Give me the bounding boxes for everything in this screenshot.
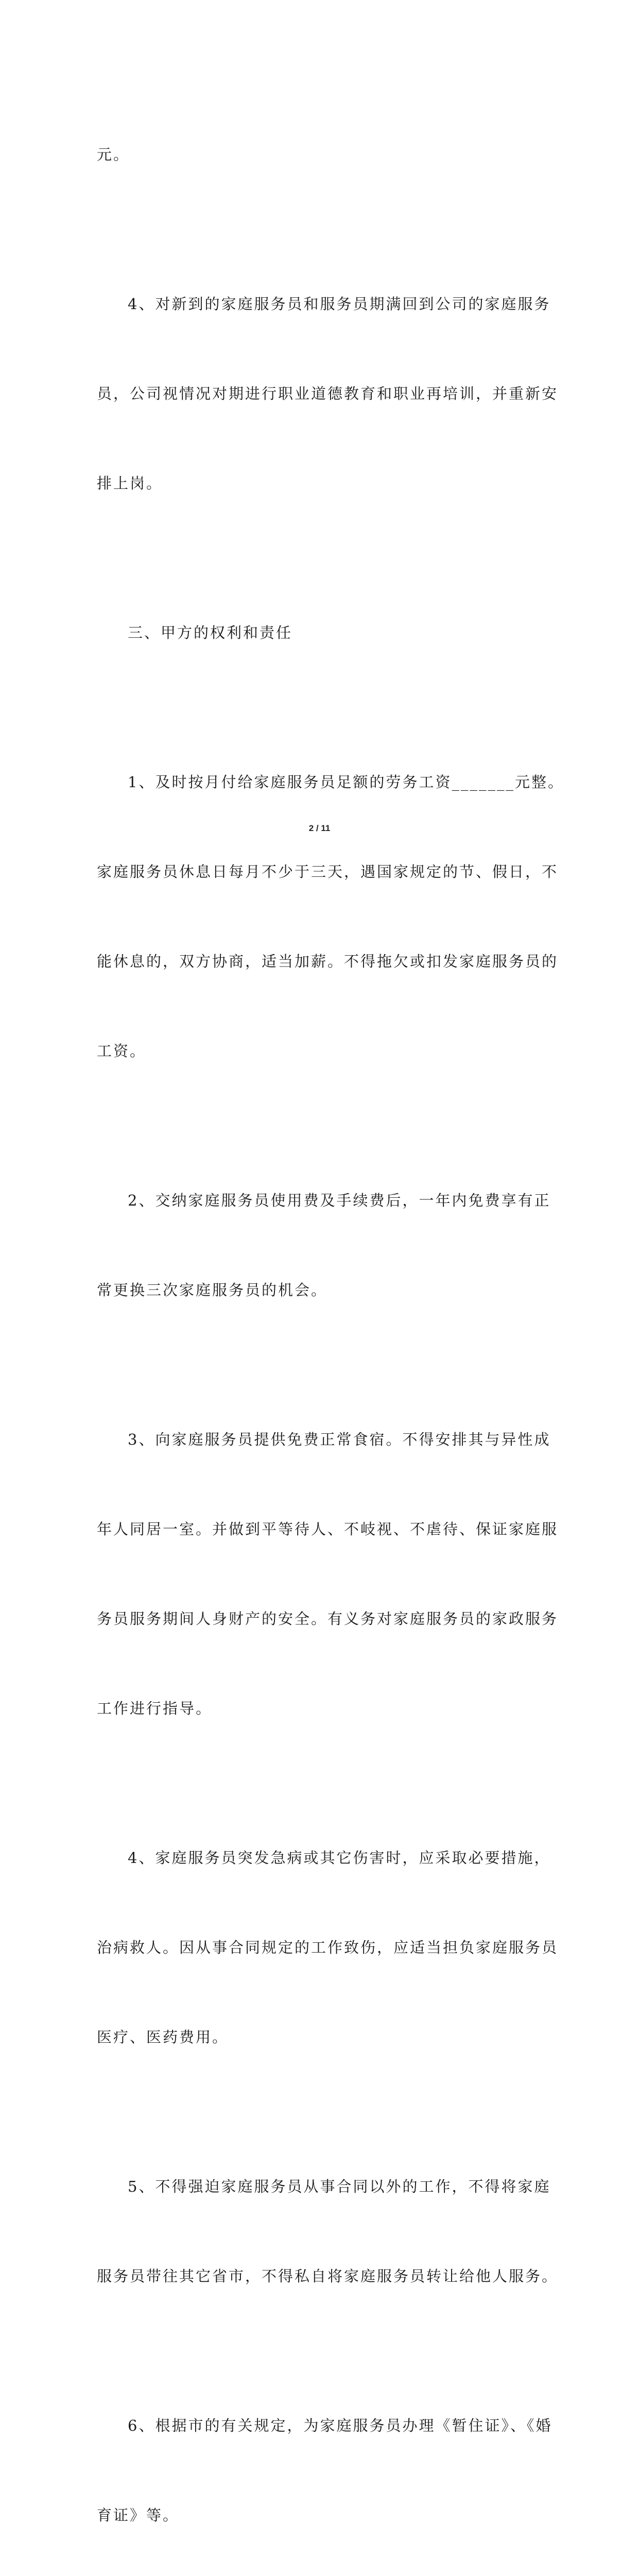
text-line: 能休息的，双方协商，适当加薪。不得拖欠或扣发家庭服务员的 (97, 953, 559, 970)
text-line: 元。 (97, 146, 130, 163)
text-line: 服务员带往其它省市，不得私自将家庭服务员转让给他人服务。 (97, 2267, 559, 2285)
paragraph (97, 80, 547, 229)
document-body (97, 80, 564, 2576)
text-line: 3、向家庭服务员提供免费正常食宿。不得安排其与异性成 (128, 1431, 551, 1448)
text-line: 1、及时按月付给家庭服务员足额的劳务工资_______元整。 (128, 773, 564, 791)
text-line: 家庭服务员休息日每月不少于三天，遇国家规定的节、假日，不 (97, 863, 559, 880)
paragraph (97, 1126, 551, 1365)
text-line: 5、不得强迫家庭服务员从事合同以外的工作，不得将家庭 (128, 2178, 551, 2195)
section-heading (97, 558, 547, 707)
text-line: 员，公司视情况对期进行职业道德教育和职业再培训，并重新安 (97, 385, 559, 402)
text-line: 4、对新到的家庭服务员和服务员期满回到公司的家庭服务 (128, 295, 551, 313)
text-line: 工作进行指导。 (97, 1700, 213, 1717)
paragraph (97, 2351, 552, 2576)
text-line: 排上岗。 (97, 474, 163, 492)
text-line: 治病救人。因从事合同规定的工作致伤，应适当担负家庭服务员 (97, 1939, 559, 1956)
text-line: 工资。 (97, 1042, 147, 1060)
text-line: 育证》等。 (97, 2506, 180, 2524)
text-line: 6、根据市的有关规定，为家庭服务员办理《暂住证》、《婚 (128, 2417, 552, 2434)
text-line: 务员服务期间人身财产的安全。有义务对家庭服务员的家政服务 (97, 1610, 559, 1628)
text-line: 4、家庭服务员突发急病或其它伤害时，应采取必要措施， (128, 1849, 551, 1867)
text-line: 2、交纳家庭服务员使用费及手续费后，一年内免费享有正 (128, 1192, 551, 1209)
text-line: 常更换三次家庭服务员的机会。 (97, 1281, 328, 1299)
paragraph (97, 1365, 559, 1783)
paragraph (97, 707, 564, 1126)
page-number: 2 / 11 (308, 823, 331, 833)
paragraph (97, 2112, 559, 2351)
text-line: 年人同居一室。并做到平等待人、不岐视、不虐待、保证家庭服 (97, 1520, 559, 1538)
text-line: 医疗、医药费用。 (97, 2028, 229, 2046)
text-line: 三、甲方的权利和责任 (128, 624, 293, 641)
paragraph (97, 1783, 559, 2112)
paragraph (97, 229, 559, 558)
